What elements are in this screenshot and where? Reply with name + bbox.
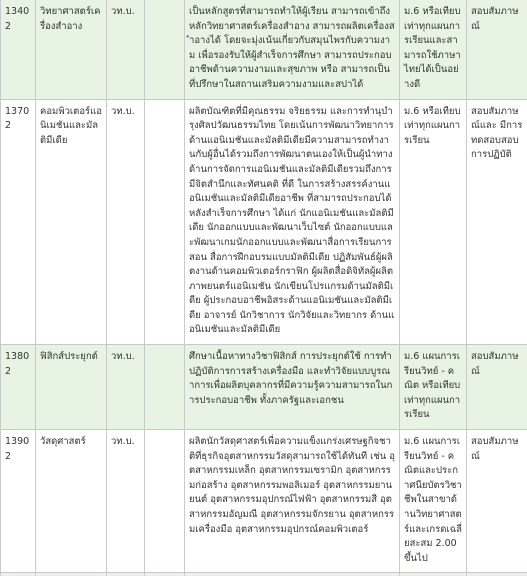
table-row	[1, 345, 527, 430]
selection-method: สอบสัมภาษณ์	[467, 345, 527, 430]
program-code: 13702	[1, 99, 36, 345]
selection-method: สอบสัมภาษณ์และ มีการทดสอบสอบการปฏิบัติ	[467, 99, 527, 345]
admission-requirement: ม.6 แผนการเรียนวิทย์ - คณิต หรือเทียบเท่าทุกแผนการเรียน	[400, 345, 467, 430]
degree-group: วท.บ.	[107, 99, 145, 345]
selection-method: สอบสัมภาษณ์	[467, 430, 527, 573]
program-description: ผลิตนักวัสดุศาสตร์เพื่อความแข็งแกร่งเศรษฐกิจชาติที่ธุรกิจอุตสาหกรรมวัสดุสามารถใช้ได้ทันที เช่น อุตสาหกรรมเหล็ก อุตสาหกรรมเซรามิก อุตสาหกรรมก่อสร้าง อุตสาหกรรมพอลิเมอร์ อุตสาหกรรมยานยนต์ อุตสาหกรรมอุปกรณ์ไฟฟ้า อุตสาหกรรมสี อุตสาหกรรมอัญมณี อุตสาหกรรมจักรยาน อุตสาหกรรมเครื่องมือ อุตสาหกรรมอุปกรณ์คอมพิวเตอร์	[185, 430, 400, 573]
empty-cell	[145, 345, 185, 430]
table-row	[1, 0, 527, 99]
program-name: ฟิสิกส์ประยุกต์	[36, 345, 107, 430]
degree-group: วท.บ.	[107, 430, 145, 573]
degree-group: วท.บ.	[107, 0, 145, 99]
table-row	[1, 99, 527, 345]
program-code: 13802	[1, 345, 36, 430]
table-row	[1, 430, 527, 573]
program-name: คอมพิวเตอร์แอนิเมชันและมัลติมีเดีย	[36, 99, 107, 345]
admission-requirement: ม.6 แผนการเรียนวิทย์ - คณิตและประกาศนียบัตรวิชาชีพในสาขาด้านวิทยาศาสตร์และเกรดเฉลี่ยสะสม 2.00 ขึ้นไป	[400, 430, 467, 573]
admission-requirement: ม.6 หรือเทียบเท่าทุกแผนการเรียน	[400, 99, 467, 345]
program-code: 13902	[1, 430, 36, 573]
program-description: ผลิตบัณฑิตที่มีคุณธรรม จริยธรรม และการทำนุบำรุงศิลปวัฒนธรรมไทย โดยเน้นการพัฒนาวิทยาการด้านแอนิเมชันและมัลติมีเดียมีความสามารถทำงานกับผู้อื่นได้รวมถึงการพัฒนาตนเองให้เป็นผู้นำทางด้านการจัดการแอนิเมชันและมัลติมีเดียรวมถึงการมีจิตสำนึกและทัศนคติ ที่ดี ในการสร้างสรรค์งานแอนิเมชันและมัลติมีเดียอาชีพ ที่สามารถประกอบได้หลังสำเร็จการศึกษา ได้แก่ นักแอนิเมชันและมัลติมีเดีย นักออกแบบและพัฒนาเว็บไซต์ นักออกแบบและพัฒนาเกมนักออกแบบและพัฒนาสื่อการเรียนการสอน สื่อการฝึกอบรมแบบมัลติมีเดีย ปฏิสัมพันธ์ผู้ผลิตงานด้านคอมพิวเตอร์กราฟิก ผู้ผลิตสื่อดิจิทัลผู้ผลิตภาพยนตร์แอนิเมชัน นักเขียนโปรแกรมด้านมัลติมีเดีย ผู้ประกอบอาชีพอิสระด้านแอนิเมชันและมัลติมีเดีย อาจารย์ นักวิชาการ นักวิจัยและวิทยากร ด้านแอนิเมชันและมัลติมีเดีย	[185, 99, 400, 345]
program-description: ศึกษาเนื้อหาทางวิชาฟิสิกส์ การประยุกต์ใช้ การทำปฏิบัติการการสร้างเครื่องมือ และทำวิจัยแบบบูรณาการเพื่อผลิตบุคลากรที่มีความรู้ความสามารถในการประกอบอาชีพ ทั้งภาครัฐและเอกชน	[185, 345, 400, 430]
selection-method: สอบสัมภาษณ์	[467, 0, 527, 99]
program-code: 13402	[1, 0, 36, 99]
admission-requirement: ม.6 หรือเทียบเท่าทุกแผนการเรียนและสามารถใช้ภาษาไทยได้เป็นอย่างดี	[400, 0, 467, 99]
program-description: เป็นหลักสูตรที่สามารถทำให้ผู้เรียน สามารถเข้าถึงหลักวิทยาศาสตร์เครื่องสำอาง สามารถผลิตเครื่องสำอางได้ โดยจะมุ่งเน้นเกี่ยวกับสมุนไพรกับความงาม เพื่อรองรับให้ผู้สำเร็จการศึกษา สามารถประกอบอาชีพด้านความงามและสุขภาพ หรือ สามารถเป็นที่ปรึกษาในสถานเสริมความงามและสปาได้	[185, 0, 400, 99]
empty-cell	[145, 0, 185, 99]
degree-group: วท.บ.	[107, 345, 145, 430]
program-name: วัสดุศาสตร์	[36, 430, 107, 573]
empty-cell	[145, 99, 185, 345]
program-name: วิทยาศาสตร์เครื่องสำอาง	[36, 0, 107, 99]
empty-cell	[145, 430, 185, 573]
